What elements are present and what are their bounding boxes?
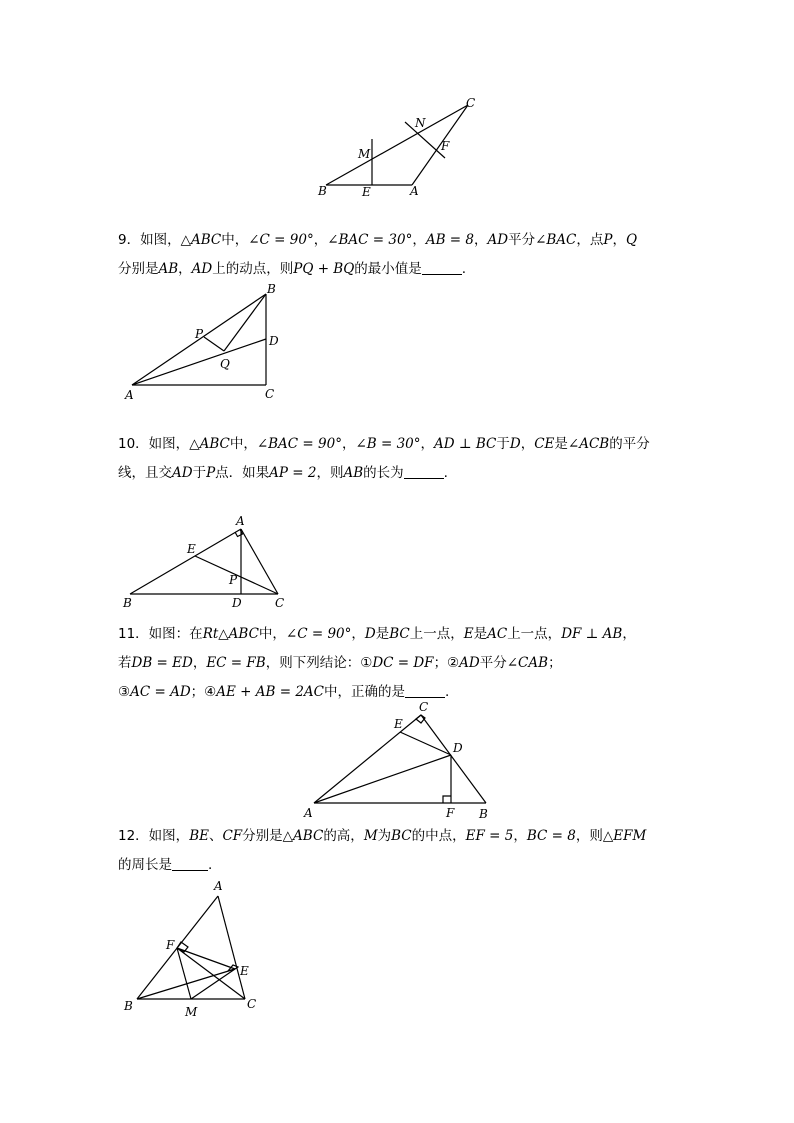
label-f: F [166, 938, 175, 952]
segment-ba [130, 529, 241, 594]
question-12 [118, 822, 678, 880]
label-m: M [358, 147, 371, 161]
right-angle-mark-f [443, 796, 451, 803]
segment-ac [218, 896, 245, 999]
label-c: C [466, 96, 476, 110]
segment-ad [132, 339, 266, 385]
q10-line-1: 10．如图，△ABC中，∠BAC = 90°，∠B = 30°，AD ⊥ BC于D，CE是∠ACB的平分 [118, 436, 650, 452]
label-n: N [415, 116, 426, 130]
figure-q12 [118, 876, 278, 1021]
question-9 [118, 226, 678, 284]
figure-q10-svg [118, 512, 298, 612]
segment-ad [314, 755, 451, 803]
segment-be [137, 969, 235, 999]
label-e: E [362, 185, 371, 199]
q11-line-3: ③AC = AD；④AE + AB = 2AC中，正确的是 . [118, 684, 450, 700]
label-a: A [304, 806, 313, 820]
label-d: D [232, 596, 242, 610]
segment-qb [224, 294, 266, 351]
segment-fe [177, 948, 235, 969]
figure-q10 [118, 512, 298, 612]
right-angle-mark-c [416, 715, 425, 723]
q12-answer-blank [172, 856, 208, 871]
label-e: E [240, 964, 249, 978]
label-m: M [185, 1005, 198, 1019]
q9-line-2: 分别是AB，AD上的动点，则PQ + BQ的最小值是 . [118, 261, 467, 277]
label-c: C [247, 997, 257, 1011]
segment-ed [400, 732, 451, 755]
label-d: D [453, 741, 463, 755]
label-p: P [195, 327, 204, 341]
label-c: C [265, 387, 275, 401]
label-f: F [441, 139, 450, 153]
label-c: C [275, 596, 285, 610]
q9-answer-blank [422, 260, 462, 275]
figure-q11-svg [300, 698, 500, 823]
segment-fm [177, 948, 191, 999]
question-11 [118, 620, 678, 707]
figure-q9 [120, 282, 290, 402]
label-a: A [410, 184, 419, 198]
segment-pq [204, 337, 224, 351]
label-a: A [125, 388, 134, 402]
label-d: D [269, 334, 279, 348]
label-a: A [214, 879, 223, 893]
q11-line-2: 若DB = ED，EC = FB，则下列结论：①DC = DF；②AD平分∠CAB； [118, 655, 562, 671]
label-c: C [419, 700, 429, 714]
figure-q12-svg [118, 876, 278, 1021]
q11-answer-blank [405, 683, 445, 698]
label-b: B [318, 184, 327, 198]
figure-q11 [300, 698, 500, 823]
label-b: B [267, 282, 276, 296]
q10-line-2: 线，且交AD于P点．如果AP = 2，则AB的长为 . [118, 465, 448, 481]
label-a: A [236, 514, 245, 528]
label-p: P [229, 573, 238, 587]
figure-q8-svg [310, 96, 490, 206]
q10-answer-blank [404, 464, 444, 479]
q9-line-1: 9．如图，△ABC中，∠C = 90°，∠BAC = 30°，AB = 8，AD平分∠BAC，点P，Q [118, 232, 638, 248]
label-e: E [394, 717, 403, 731]
label-q: Q [220, 357, 230, 371]
segment-me [191, 969, 235, 999]
segment-cf [177, 948, 245, 999]
label-b: B [479, 807, 488, 821]
figure-q8 [310, 96, 490, 206]
q12-line-1: 12．如图，BE、CF分别是△ABC的高，M为BC的中点，EF = 5，BC = 8，则△EFM [118, 828, 647, 844]
segment-cb [421, 715, 486, 803]
question-10 [118, 430, 678, 488]
q12-line-2: 的周长是 . [118, 857, 213, 873]
label-e: E [187, 542, 196, 556]
segment-ac [241, 529, 278, 594]
q11-line-1: 11．如图：在Rt△ABC中，∠C = 90°，D是BC上一点，E是AC上一点，DF ⊥ AB， [118, 626, 636, 642]
figure-q9-svg [120, 282, 290, 402]
label-b: B [124, 999, 133, 1013]
segment-ac [314, 715, 421, 803]
label-b: B [123, 596, 132, 610]
label-f: F [446, 806, 455, 820]
